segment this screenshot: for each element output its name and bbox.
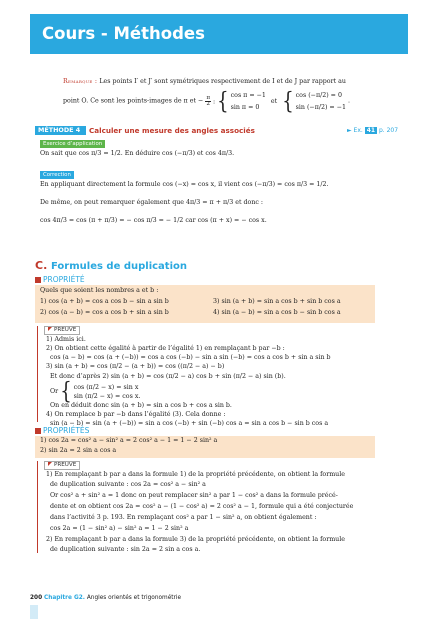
properties-header: PROPRIÉTÉS [35,426,89,435]
brace: { [217,87,229,115]
proof-line: de duplication suivante : sin 2a = 2 sin a cos a. [50,546,201,553]
system-pi: cos π = −1 sin π = 0 [230,92,266,111]
proof-line: 1) Admis ici. [46,336,86,343]
chapter-title: Angles orientés et trigonométrie [86,595,182,601]
proof-line: 2) En remplaçant b par a dans la formule 3) de la propriété précédente, on obtient la formule [46,536,345,543]
proof-line: On en déduit donc sin (a + b) = sin a cos b + cos a sin b. [50,402,232,409]
page-header [30,14,408,54]
proof-line: 3) sin (a + b) = cos (π/2 − (a + b)) = cos ((π/2 − a) − b) [46,363,225,370]
properties-box [35,436,375,458]
page-title: Cours - Méthodes [42,24,205,43]
formula-double-sin: 2) sin 2a = 2 sin a cos a [40,447,117,454]
proof-line: cos (a − b) = cos (a + (−b)) = cos a cos (−b) − sin a sin (−b) = cos a cos b + sin a sin b [50,354,331,361]
proof-line: dans l’activité 3 p. 193. En remplaçant cos² a par 1 − sin² a, on obtient également : [50,514,317,521]
property-box [35,285,375,323]
proof-line: Et donc d’après 2) sin (a + b) = cos (π/2 − a) cos b + sin (π/2 − a) sin (b). [50,373,286,380]
correction-line-3: cos 4π/3 = cos (π + π/3) = − cos π/3 = − 1/2 car cos (π + x) = − cos x. [40,217,267,224]
fraction: $\frac{\pi}{2}$ [206,94,210,108]
square-icon [35,428,41,434]
formula-1: 1) cos (a + b) = cos a cos b − sin a sin b [40,298,169,305]
remark-text: Les points I′ et J′ sont symétriques respectivement de I et de J par rapport au [99,78,346,85]
property-intro: Quels que soient les nombres a et b : [40,287,159,294]
system-minus-pi-over-2: cos (−π/2) = 0 sin (−π/2) = −1 [295,92,346,111]
square-icon [35,277,41,283]
proof-tag: PREUVE [44,326,80,335]
formula-4: 4) sin (a − b) = sin a cos b − sin b cos a [213,309,341,316]
remark-text-2: point O. Ce sont les points-images de π et − [63,97,204,105]
exercise-text: On sait que cos π/3 = 1/2. En déduire cos (−π/3) et cos 4π/3. [40,150,235,157]
brace: { [282,87,294,115]
section-title: Formules de duplication [51,261,187,272]
page-number: 200 [30,595,43,601]
proof-block-2 [37,461,398,553]
flag-icon [48,327,52,331]
section-letter: C. [35,259,48,272]
correction-line-2: De même, on peut remarquer également que 4π/3 = π + π/3 et donc : [40,199,264,206]
method-title: Calculer une mesure des angles associés [89,126,255,135]
proof-block-1 [37,326,398,427]
method-label: MÉTHODE 4 [35,126,86,135]
correction-line-1: En appliquant directement la formule cos (−x) = cos x, il vient cos (−π/3) = cos π/3 = 1/2. [40,181,329,188]
remark-line-2: point O. Ce sont les points-images de π et − $\frac{\pi}{2}$ : { cos π = −1 sin π = 0 et { cos (−π/2) = 0 sin (−π/2) = −1 . [63,87,351,115]
property-header: PROPRIÉTÉ [35,275,85,284]
proof-line: Or cos² a + sin² a = 1 donc on peut remplacer sin² a par 1 − cos² a dans la formule précé- [50,492,338,499]
exercise-reference[interactable]: ► Ex. 41 p. 207 [347,127,399,134]
proof-line: de duplication suivante : cos 2a = cos² a − sin² a [50,481,206,488]
formula-double-cos: 1) cos 2a = cos² a − sin² a = 2 cos² a − 1 = 1 − 2 sin² a [40,437,218,444]
formula-3: 3) sin (a + b) = sin a cos b + sin b cos a [213,298,341,305]
proof-system: Or { cos (π/2 − x) = sin x sin (π/2 − x) = cos x. [50,378,141,406]
proof-line: cos 2a = (1 − sin² a) − sin² a = 1 − 2 sin² a [50,525,189,532]
footer-bar [30,605,38,619]
correction-tag: Correction [40,171,74,180]
proof-line: 2) On obtient cette égalité à partir de l’égalité 1) en remplaçant b par −b : [46,345,285,352]
proof-line: 4) On remplace b par −b dans l’égalité (3). Cela donne : [46,411,226,418]
exercise-tag: Exercice d’application [40,140,105,149]
flag-icon [48,462,52,466]
page-footer [30,595,181,603]
proof-line: sin (a − b) = sin (a + (−b)) = sin a cos (−b) + sin (−b) cos a = sin a cos b − sin b cos a [50,420,329,427]
remark-line-1 [63,78,346,87]
remark-label: Remarque : [63,78,98,85]
proof-line: dente et on obtient cos 2a = cos² a − (1 − cos² a) = 2 cos² a − 1, formule qui a été conjecturée [50,503,354,510]
proof-tag: PREUVE [44,461,80,470]
formula-2: 2) cos (a − b) = cos a cos b + sin a sin b [40,309,169,316]
chapter-label: Chapitre G2. [43,595,85,601]
proof-line: 1) En remplaçant b par a dans la formule 1) de la propriété précédente, on obtient la formule [46,471,345,478]
